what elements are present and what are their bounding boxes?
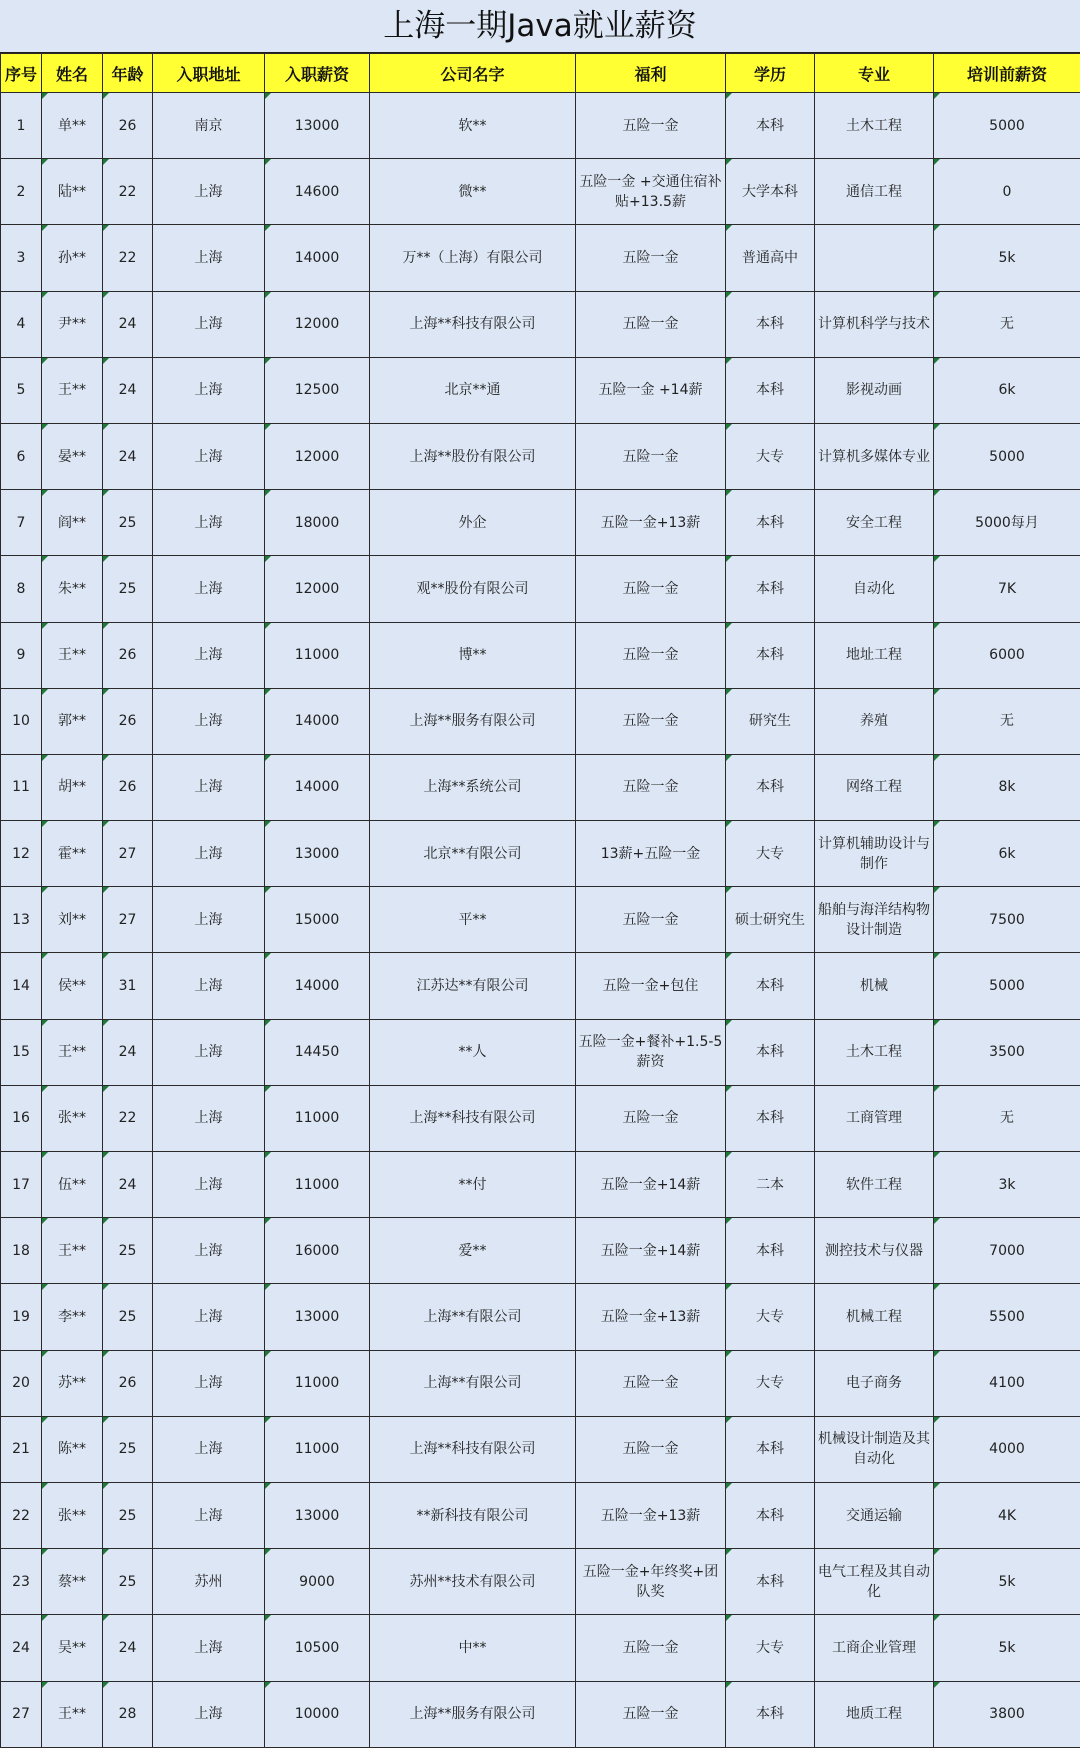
age-cell[interactable]: 22 — [103, 159, 153, 225]
location-cell[interactable]: 上海 — [153, 490, 265, 556]
location-cell[interactable]: 上海 — [153, 1482, 265, 1548]
table-row — [1, 423, 1080, 489]
salary-cell[interactable]: 14000 — [265, 225, 370, 291]
index-cell[interactable]: 10 — [1, 688, 42, 754]
prev-cell[interactable]: 7K — [934, 556, 1080, 622]
prev-cell[interactable]: 无 — [934, 291, 1080, 357]
salary-cell[interactable]: 13000 — [265, 1482, 370, 1548]
edu-cell[interactable]: 本科 — [726, 1416, 815, 1482]
location-cell[interactable]: 上海 — [153, 1681, 265, 1747]
major-cell[interactable]: 软件工程 — [815, 1152, 934, 1218]
major-cell[interactable]: 工商企业管理 — [815, 1615, 934, 1681]
index-cell[interactable]: 22 — [1, 1482, 42, 1548]
age-cell[interactable]: 22 — [103, 1085, 153, 1151]
table-row — [1, 1218, 1080, 1284]
benefits-cell[interactable]: 五险一金+包住 — [576, 953, 726, 1019]
age-cell[interactable]: 25 — [103, 1416, 153, 1482]
major-cell[interactable]: 土木工程 — [815, 1019, 934, 1085]
prev-cell[interactable]: 5000 — [934, 953, 1080, 1019]
benefits-cell[interactable]: 五险一金+13薪 — [576, 1482, 726, 1548]
edu-cell[interactable]: 本科 — [726, 490, 815, 556]
index-cell[interactable]: 18 — [1, 1218, 42, 1284]
major-cell[interactable]: 通信工程 — [815, 159, 934, 225]
benefits-cell[interactable]: 五险一金 — [576, 225, 726, 291]
name-cell[interactable]: 胡** — [42, 754, 103, 820]
benefits-cell[interactable]: 五险一金 — [576, 1681, 726, 1747]
prev-cell[interactable]: 6k — [934, 821, 1080, 887]
age-cell[interactable]: 27 — [103, 821, 153, 887]
table-row — [1, 821, 1080, 887]
location-cell[interactable]: 上海 — [153, 1085, 265, 1151]
company-cell[interactable]: 上海**有限公司 — [370, 1350, 576, 1416]
age-cell[interactable]: 24 — [103, 1615, 153, 1681]
company-cell[interactable]: 上海**股份有限公司 — [370, 423, 576, 489]
location-cell[interactable]: 上海 — [153, 1152, 265, 1218]
index-cell[interactable]: 6 — [1, 423, 42, 489]
header-index[interactable]: 序号 — [1, 54, 42, 93]
salary-cell[interactable]: 11000 — [265, 1350, 370, 1416]
benefits-cell[interactable]: 五险一金 — [576, 754, 726, 820]
index-cell[interactable]: 12 — [1, 821, 42, 887]
major-cell[interactable]: 机械 — [815, 953, 934, 1019]
salary-cell[interactable]: 12000 — [265, 556, 370, 622]
edu-cell[interactable]: 本科 — [726, 357, 815, 423]
index-cell[interactable]: 15 — [1, 1019, 42, 1085]
table-row — [1, 291, 1080, 357]
table-row — [1, 490, 1080, 556]
header-age[interactable]: 年龄 — [103, 54, 153, 93]
age-cell[interactable]: 25 — [103, 556, 153, 622]
benefits-cell[interactable]: 五险一金 — [576, 423, 726, 489]
age-cell[interactable]: 24 — [103, 357, 153, 423]
prev-cell[interactable]: 无 — [934, 688, 1080, 754]
salary-cell[interactable]: 14000 — [265, 754, 370, 820]
index-cell[interactable]: 20 — [1, 1350, 42, 1416]
prev-cell[interactable]: 0 — [934, 159, 1080, 225]
edu-cell[interactable]: 本科 — [726, 1085, 815, 1151]
edu-cell[interactable]: 大专 — [726, 821, 815, 887]
header-prev-salary[interactable]: 培训前薪资 — [934, 54, 1080, 93]
index-cell[interactable]: 8 — [1, 556, 42, 622]
benefits-cell[interactable]: 五险一金+13薪 — [576, 1284, 726, 1350]
edu-cell[interactable]: 本科 — [726, 93, 815, 159]
index-cell[interactable]: 5 — [1, 357, 42, 423]
prev-cell[interactable]: 3500 — [934, 1019, 1080, 1085]
company-cell[interactable]: 上海**科技有限公司 — [370, 1085, 576, 1151]
salary-cell[interactable]: 10500 — [265, 1615, 370, 1681]
benefits-cell[interactable]: 五险一金 — [576, 688, 726, 754]
age-cell[interactable]: 26 — [103, 688, 153, 754]
company-cell[interactable]: 平** — [370, 887, 576, 953]
company-cell[interactable]: 爱** — [370, 1218, 576, 1284]
index-cell[interactable]: 19 — [1, 1284, 42, 1350]
table-row — [1, 93, 1080, 159]
index-cell[interactable]: 27 — [1, 1681, 42, 1747]
benefits-cell[interactable]: 五险一金 — [576, 556, 726, 622]
major-cell[interactable]: 安全工程 — [815, 490, 934, 556]
prev-cell[interactable]: 4000 — [934, 1416, 1080, 1482]
location-cell[interactable]: 上海 — [153, 1416, 265, 1482]
age-cell[interactable]: 26 — [103, 93, 153, 159]
salary-cell[interactable]: 14450 — [265, 1019, 370, 1085]
table-row — [1, 953, 1080, 1019]
age-cell[interactable]: 25 — [103, 1218, 153, 1284]
company-cell[interactable]: 博** — [370, 622, 576, 688]
salary-cell[interactable]: 13000 — [265, 1284, 370, 1350]
location-cell[interactable]: 上海 — [153, 1284, 265, 1350]
salary-cell[interactable]: 14000 — [265, 688, 370, 754]
edu-cell[interactable]: 大学本科 — [726, 159, 815, 225]
benefits-cell[interactable]: 五险一金 — [576, 1615, 726, 1681]
header-benefits[interactable]: 福利 — [576, 54, 726, 93]
major-cell[interactable]: 地质工程 — [815, 1681, 934, 1747]
name-cell[interactable]: 单** — [42, 93, 103, 159]
index-cell[interactable]: 3 — [1, 225, 42, 291]
header-major[interactable]: 专业 — [815, 54, 934, 93]
salary-cell[interactable]: 11000 — [265, 622, 370, 688]
prev-cell[interactable]: 5000 — [934, 423, 1080, 489]
location-cell[interactable]: 上海 — [153, 622, 265, 688]
age-cell[interactable]: 24 — [103, 1152, 153, 1218]
benefits-cell[interactable]: 五险一金+餐补+1.5-5薪资 — [576, 1019, 726, 1085]
salary-cell[interactable]: 18000 — [265, 490, 370, 556]
major-cell[interactable]: 影视动画 — [815, 357, 934, 423]
location-cell[interactable]: 上海 — [153, 1615, 265, 1681]
location-cell[interactable]: 上海 — [153, 291, 265, 357]
sheet-title: 上海一期Java就业薪资 — [0, 0, 1080, 53]
major-cell[interactable]: 机械设计制造及其自动化 — [815, 1416, 934, 1482]
location-cell[interactable]: 上海 — [153, 1350, 265, 1416]
index-cell[interactable]: 1 — [1, 93, 42, 159]
age-cell[interactable]: 25 — [103, 1284, 153, 1350]
table-row — [1, 159, 1080, 225]
name-cell[interactable]: 霍** — [42, 821, 103, 887]
company-cell[interactable]: **新科技有限公司 — [370, 1482, 576, 1548]
table-row — [1, 1482, 1080, 1548]
benefits-cell[interactable]: 五险一金 +14薪 — [576, 357, 726, 423]
index-cell[interactable]: 2 — [1, 159, 42, 225]
major-cell[interactable]: 电子商务 — [815, 1350, 934, 1416]
salary-cell[interactable]: 11000 — [265, 1416, 370, 1482]
location-cell[interactable]: 上海 — [153, 225, 265, 291]
major-cell[interactable]: 计算机科学与技术 — [815, 291, 934, 357]
salary-cell[interactable]: 14600 — [265, 159, 370, 225]
major-cell[interactable] — [815, 225, 934, 291]
edu-cell[interactable]: 本科 — [726, 1019, 815, 1085]
benefits-cell[interactable]: 五险一金 — [576, 1085, 726, 1151]
prev-cell[interactable]: 7500 — [934, 887, 1080, 953]
table-row — [1, 1284, 1080, 1350]
major-cell[interactable]: 交通运输 — [815, 1482, 934, 1548]
benefits-cell[interactable]: 五险一金+年终奖+团队奖 — [576, 1549, 726, 1615]
name-cell[interactable]: 刘** — [42, 887, 103, 953]
header-education[interactable]: 学历 — [726, 54, 815, 93]
salary-cell[interactable]: 12000 — [265, 291, 370, 357]
index-cell[interactable]: 11 — [1, 754, 42, 820]
table-row — [1, 1152, 1080, 1218]
prev-cell[interactable]: 3800 — [934, 1681, 1080, 1747]
edu-cell[interactable]: 大专 — [726, 1350, 815, 1416]
prev-cell[interactable]: 8k — [934, 754, 1080, 820]
name-cell[interactable]: 阎** — [42, 490, 103, 556]
prev-cell[interactable]: 5500 — [934, 1284, 1080, 1350]
salary-cell[interactable]: 10000 — [265, 1681, 370, 1747]
major-cell[interactable]: 自动化 — [815, 556, 934, 622]
benefits-cell[interactable]: 13薪+五险一金 — [576, 821, 726, 887]
location-cell[interactable]: 上海 — [153, 754, 265, 820]
prev-cell[interactable]: 3k — [934, 1152, 1080, 1218]
major-cell[interactable]: 船舶与海洋结构物设计制造 — [815, 887, 934, 953]
company-cell[interactable]: 上海**科技有限公司 — [370, 291, 576, 357]
company-cell[interactable]: 上海**系统公司 — [370, 754, 576, 820]
edu-cell[interactable]: 本科 — [726, 1681, 815, 1747]
age-cell[interactable]: 24 — [103, 1019, 153, 1085]
major-cell[interactable]: 土木工程 — [815, 93, 934, 159]
name-cell[interactable]: 王** — [42, 1019, 103, 1085]
benefits-cell[interactable]: 五险一金 — [576, 1416, 726, 1482]
salary-cell[interactable]: 11000 — [265, 1085, 370, 1151]
name-cell[interactable]: 张** — [42, 1482, 103, 1548]
benefits-cell[interactable]: 五险一金 — [576, 93, 726, 159]
name-cell[interactable]: 李** — [42, 1284, 103, 1350]
index-cell[interactable]: 7 — [1, 490, 42, 556]
table-row — [1, 622, 1080, 688]
company-cell[interactable]: 上海**科技有限公司 — [370, 1416, 576, 1482]
edu-cell[interactable]: 本科 — [726, 291, 815, 357]
location-cell[interactable]: 上海 — [153, 556, 265, 622]
name-cell[interactable]: 张** — [42, 1085, 103, 1151]
edu-cell[interactable]: 本科 — [726, 556, 815, 622]
major-cell[interactable]: 计算机辅助设计与制作 — [815, 821, 934, 887]
edu-cell[interactable]: 本科 — [726, 1218, 815, 1284]
salary-cell[interactable]: 12000 — [265, 423, 370, 489]
company-cell[interactable]: 外企 — [370, 490, 576, 556]
edu-cell[interactable]: 硕士研究生 — [726, 887, 815, 953]
salary-table — [0, 53, 1080, 1748]
salary-cell[interactable]: 15000 — [265, 887, 370, 953]
prev-cell[interactable]: 5000 — [934, 93, 1080, 159]
name-cell[interactable]: 蔡** — [42, 1549, 103, 1615]
benefits-cell[interactable]: 五险一金 — [576, 622, 726, 688]
table-row — [1, 1615, 1080, 1681]
salary-cell[interactable]: 13000 — [265, 821, 370, 887]
company-cell[interactable]: 江苏达**有限公司 — [370, 953, 576, 1019]
table-row — [1, 1085, 1080, 1151]
name-cell[interactable]: 王** — [42, 357, 103, 423]
company-cell[interactable]: **付 — [370, 1152, 576, 1218]
benefits-cell[interactable]: 五险一金 — [576, 887, 726, 953]
name-cell[interactable]: 侯** — [42, 953, 103, 1019]
edu-cell[interactable]: 本科 — [726, 1549, 815, 1615]
index-cell[interactable]: 23 — [1, 1549, 42, 1615]
table-row — [1, 688, 1080, 754]
location-cell[interactable]: 上海 — [153, 821, 265, 887]
company-cell[interactable]: 上海**服务有限公司 — [370, 1681, 576, 1747]
location-cell[interactable]: 苏州 — [153, 1549, 265, 1615]
company-cell[interactable]: 万**（上海）有限公司 — [370, 225, 576, 291]
name-cell[interactable]: 郭** — [42, 688, 103, 754]
prev-cell[interactable]: 5k — [934, 225, 1080, 291]
prev-cell[interactable]: 6000 — [934, 622, 1080, 688]
index-cell[interactable]: 13 — [1, 887, 42, 953]
prev-cell[interactable]: 7000 — [934, 1218, 1080, 1284]
header-name[interactable]: 姓名 — [42, 54, 103, 93]
name-cell[interactable]: 吴** — [42, 1615, 103, 1681]
age-cell[interactable]: 25 — [103, 1549, 153, 1615]
age-cell[interactable]: 25 — [103, 490, 153, 556]
location-cell[interactable]: 上海 — [153, 887, 265, 953]
major-cell[interactable]: 地址工程 — [815, 622, 934, 688]
location-cell[interactable]: 上海 — [153, 159, 265, 225]
edu-cell[interactable]: 大专 — [726, 1284, 815, 1350]
table-row — [1, 1681, 1080, 1747]
company-cell[interactable]: 北京**通 — [370, 357, 576, 423]
prev-cell[interactable]: 5000每月 — [934, 490, 1080, 556]
edu-cell[interactable]: 本科 — [726, 622, 815, 688]
name-cell[interactable]: 晏** — [42, 423, 103, 489]
age-cell[interactable]: 24 — [103, 423, 153, 489]
benefits-cell[interactable]: 五险一金 +交通住宿补贴+13.5薪 — [576, 159, 726, 225]
table-row — [1, 754, 1080, 820]
name-cell[interactable]: 苏** — [42, 1350, 103, 1416]
table-body — [1, 93, 1080, 1748]
table-row — [1, 1416, 1080, 1482]
age-cell[interactable]: 26 — [103, 754, 153, 820]
benefits-cell[interactable]: 五险一金 — [576, 1350, 726, 1416]
salary-cell[interactable]: 13000 — [265, 93, 370, 159]
benefits-cell[interactable]: 五险一金+13薪 — [576, 490, 726, 556]
benefits-cell[interactable]: 五险一金+14薪 — [576, 1152, 726, 1218]
location-cell[interactable]: 南京 — [153, 93, 265, 159]
name-cell[interactable]: 伍** — [42, 1152, 103, 1218]
company-cell[interactable]: 上海**服务有限公司 — [370, 688, 576, 754]
table-row — [1, 1350, 1080, 1416]
index-cell[interactable]: 4 — [1, 291, 42, 357]
prev-cell[interactable]: 4100 — [934, 1350, 1080, 1416]
benefits-cell[interactable]: 五险一金 — [576, 291, 726, 357]
major-cell[interactable]: 测控技术与仪器 — [815, 1218, 934, 1284]
location-cell[interactable]: 上海 — [153, 423, 265, 489]
edu-cell[interactable]: 本科 — [726, 953, 815, 1019]
edu-cell[interactable]: 本科 — [726, 754, 815, 820]
location-cell[interactable]: 上海 — [153, 953, 265, 1019]
age-cell[interactable]: 27 — [103, 887, 153, 953]
company-cell[interactable]: **人 — [370, 1019, 576, 1085]
major-cell[interactable]: 电气工程及其自动化 — [815, 1549, 934, 1615]
table-row — [1, 1549, 1080, 1615]
table-row — [1, 887, 1080, 953]
location-cell[interactable]: 上海 — [153, 357, 265, 423]
age-cell[interactable]: 26 — [103, 622, 153, 688]
name-cell[interactable]: 尹** — [42, 291, 103, 357]
edu-cell[interactable]: 大专 — [726, 423, 815, 489]
name-cell[interactable]: 孙** — [42, 225, 103, 291]
salary-cell[interactable]: 9000 — [265, 1549, 370, 1615]
name-cell[interactable]: 王** — [42, 1218, 103, 1284]
prev-cell[interactable]: 无 — [934, 1085, 1080, 1151]
index-cell[interactable]: 9 — [1, 622, 42, 688]
table-row — [1, 225, 1080, 291]
salary-cell[interactable]: 12500 — [265, 357, 370, 423]
name-cell[interactable]: 陆** — [42, 159, 103, 225]
company-cell[interactable]: 中** — [370, 1615, 576, 1681]
prev-cell[interactable]: 4K — [934, 1482, 1080, 1548]
salary-cell[interactable]: 14000 — [265, 953, 370, 1019]
company-cell[interactable]: 苏州**技术有限公司 — [370, 1549, 576, 1615]
company-cell[interactable]: 微** — [370, 159, 576, 225]
company-cell[interactable]: 上海**有限公司 — [370, 1284, 576, 1350]
edu-cell[interactable]: 普通高中 — [726, 225, 815, 291]
header-location[interactable]: 入职地址 — [153, 54, 265, 93]
age-cell[interactable]: 28 — [103, 1681, 153, 1747]
major-cell[interactable]: 计算机多媒体专业 — [815, 423, 934, 489]
age-cell[interactable]: 22 — [103, 225, 153, 291]
name-cell[interactable]: 朱** — [42, 556, 103, 622]
major-cell[interactable]: 网络工程 — [815, 754, 934, 820]
index-cell[interactable]: 24 — [1, 1615, 42, 1681]
header-row — [1, 54, 1080, 93]
age-cell[interactable]: 26 — [103, 1350, 153, 1416]
header-company[interactable]: 公司名字 — [370, 54, 576, 93]
name-cell[interactable]: 王** — [42, 1681, 103, 1747]
edu-cell[interactable]: 研究生 — [726, 688, 815, 754]
location-cell[interactable]: 上海 — [153, 1019, 265, 1085]
prev-cell[interactable]: 5k — [934, 1615, 1080, 1681]
prev-cell[interactable]: 5k — [934, 1549, 1080, 1615]
company-cell[interactable]: 北京**有限公司 — [370, 821, 576, 887]
table-row — [1, 1019, 1080, 1085]
index-cell[interactable]: 14 — [1, 953, 42, 1019]
index-cell[interactable]: 17 — [1, 1152, 42, 1218]
location-cell[interactable]: 上海 — [153, 688, 265, 754]
name-cell[interactable]: 陈** — [42, 1416, 103, 1482]
name-cell[interactable]: 王** — [42, 622, 103, 688]
table-row — [1, 357, 1080, 423]
major-cell[interactable]: 养殖 — [815, 688, 934, 754]
index-cell[interactable]: 21 — [1, 1416, 42, 1482]
edu-cell[interactable]: 二本 — [726, 1152, 815, 1218]
company-cell[interactable]: 观**股份有限公司 — [370, 556, 576, 622]
benefits-cell[interactable]: 五险一金+14薪 — [576, 1218, 726, 1284]
major-cell[interactable]: 工商管理 — [815, 1085, 934, 1151]
salary-cell[interactable]: 11000 — [265, 1152, 370, 1218]
location-cell[interactable]: 上海 — [153, 1218, 265, 1284]
company-cell[interactable]: 软** — [370, 93, 576, 159]
age-cell[interactable]: 31 — [103, 953, 153, 1019]
major-cell[interactable]: 机械工程 — [815, 1284, 934, 1350]
index-cell[interactable]: 16 — [1, 1085, 42, 1151]
edu-cell[interactable]: 本科 — [726, 1482, 815, 1548]
header-salary[interactable]: 入职薪资 — [265, 54, 370, 93]
edu-cell[interactable]: 大专 — [726, 1615, 815, 1681]
age-cell[interactable]: 25 — [103, 1482, 153, 1548]
salary-cell[interactable]: 16000 — [265, 1218, 370, 1284]
table-row — [1, 556, 1080, 622]
prev-cell[interactable]: 6k — [934, 357, 1080, 423]
age-cell[interactable]: 24 — [103, 291, 153, 357]
